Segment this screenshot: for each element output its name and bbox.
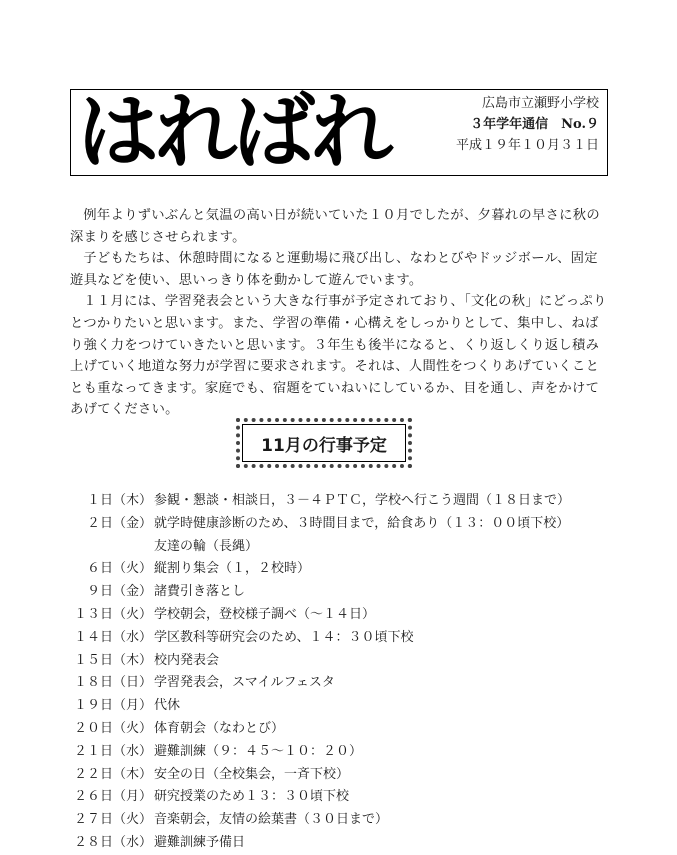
event-item <box>60 695 620 718</box>
event-text: 諸費引き落とし <box>154 584 246 600</box>
event-date: ２８日（水） <box>73 834 152 850</box>
event-item <box>60 650 620 673</box>
event-date: １日（木） <box>86 493 152 508</box>
paragraph: 例年よりずいぶんと気温の高い日が続いていた１０月でしたが、夕暮れの早さに秋の深まりを感じさせられます。 <box>70 208 600 245</box>
event-date: ２２日（木） <box>73 766 152 782</box>
event-text: 校内発表会 <box>154 652 220 668</box>
intro-text <box>70 205 610 421</box>
event-text: 避難訓練（９：４５～１０：２０） <box>154 743 363 759</box>
issue-date: 平成１９年１０月３１日 <box>455 138 599 153</box>
event-text: 音楽朝会，友情の絵葉書（３０日まで） <box>154 812 389 828</box>
event-text-continued: 友達の輪（長縄） <box>154 538 259 554</box>
event-item <box>60 627 620 650</box>
paragraph: 子どもたちは、休憩時間になると運動場に飛び出し、なわとびやドッジボール、固定遊具などを使い、思いっきり体を動かして遊んでいます。 <box>70 251 598 288</box>
event-item <box>60 741 620 764</box>
event-date: ２７日（火） <box>73 812 152 828</box>
event-item <box>60 513 620 559</box>
event-date: １９日（月） <box>73 698 152 714</box>
paragraph: １１月には、学習発表会という大きな行事が予定されており、「文化の秋」にどっぷりとつかりたいと思います。また、学習の準備・心構えをしっかりとして、集中し、ねばり強く力をつけていきたいと思います。３年生も後半になると、くり返しくり返し積み上げていく地道な努力が学習に要求されます。それは、人間性をつくりあげていくこととも重なってきます。家庭でも、宿題をていねいにしているか、目を通し、声をかけてあげてください。 <box>70 294 607 418</box>
event-date: １４日（水） <box>73 629 152 645</box>
event-text: 研究授業のため１３：３０頃下校 <box>154 789 350 805</box>
event-date: １８日（日） <box>73 675 152 691</box>
event-date: ２日（金） <box>86 515 152 531</box>
issue-number: ３年学年通信 No.９ <box>470 117 599 132</box>
event-text: 学習発表会，スマイルフェスタ <box>154 675 335 691</box>
event-text: 安全の日（全校集会，一斉下校） <box>154 766 350 782</box>
events-list <box>60 490 620 855</box>
event-date: ２６日（月） <box>73 789 152 805</box>
event-item <box>60 490 620 513</box>
event-item <box>60 832 620 855</box>
school-name: 広島市立瀬野小学校 <box>481 96 599 111</box>
event-item <box>60 718 620 741</box>
event-text: 体育朝会（なわとび） <box>154 720 285 736</box>
event-date: １３日（火） <box>73 606 152 622</box>
event-text: 学区教科等研究会のため、１４：３０頃下校 <box>154 629 414 645</box>
event-item <box>60 672 620 695</box>
event-text: 代休 <box>154 698 181 714</box>
events-heading: 11月の行事予定 <box>242 424 406 462</box>
event-item <box>60 786 620 809</box>
event-date: ２１日（水） <box>73 743 152 759</box>
event-date: １５日（木） <box>73 652 152 668</box>
event-date: ６日（火） <box>86 561 152 577</box>
event-text: 参観・懇談・相談日，３－４ＰＴＣ，学校へ行こう週間（１８日まで） <box>154 493 571 508</box>
event-item <box>60 558 620 581</box>
event-date: ９日（金） <box>86 584 152 600</box>
event-text: 縦割り集会（１，２校時） <box>154 561 311 577</box>
events-heading-box <box>236 418 412 468</box>
event-text: 避難訓練予備日 <box>154 834 246 850</box>
event-date: ２０日（火） <box>73 720 152 736</box>
event-item <box>60 581 620 604</box>
event-text: 就学時健康診断のため、３時間目まで，給食あり（１３：００頃下校） <box>154 515 570 531</box>
event-item <box>60 764 620 787</box>
masthead <box>70 85 608 180</box>
newsletter-title: はればれ <box>77 85 390 180</box>
event-text: 学校朝会，登校様子調べ（～１４日） <box>154 606 376 622</box>
masthead-info <box>456 93 599 156</box>
event-item <box>60 604 620 627</box>
event-item <box>60 809 620 832</box>
